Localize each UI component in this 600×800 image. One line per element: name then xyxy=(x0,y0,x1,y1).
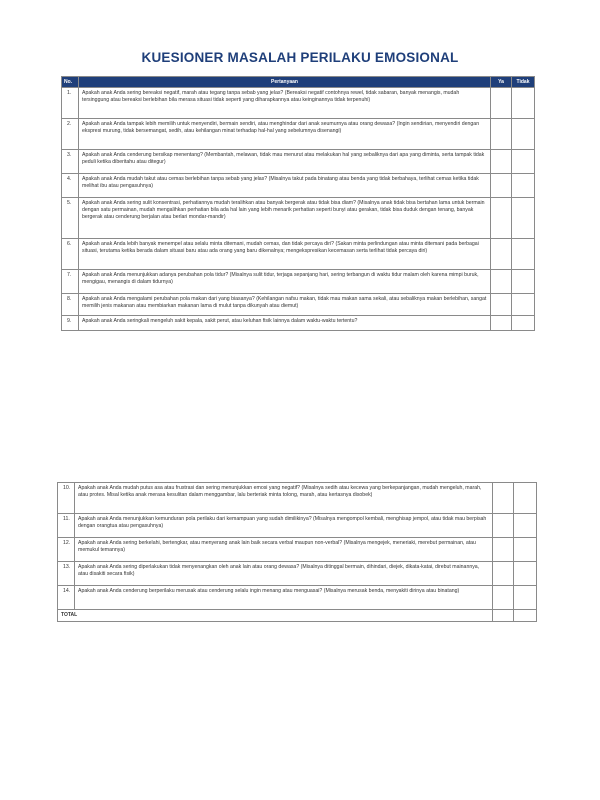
answer-tidak-cell[interactable] xyxy=(512,198,535,239)
answer-ya-cell[interactable] xyxy=(491,239,512,270)
question-number: 2. xyxy=(62,119,79,150)
document-title: KUESIONER MASALAH PERILAKU EMOSIONAL xyxy=(141,50,459,65)
questionnaire-table-2 xyxy=(57,482,537,622)
question-number: 10. xyxy=(58,483,75,514)
answer-ya-cell[interactable] xyxy=(493,483,514,514)
question-text: Apakah anak Anda mudah putus asa atau frustrasi dan sering menunjukkan emosi yang negatif? (Misalnya sedih atau kecewa yang berkepanjangan, mudah mengeluh, marah, atau protes. Misal ketika anak merasa kesulitan dalam menggambar, lalu berteriak minta tolong, marah, atau kertasnya disobek) xyxy=(75,483,493,514)
total-row xyxy=(58,610,537,622)
table-row xyxy=(58,586,537,610)
answer-tidak-cell[interactable] xyxy=(512,294,535,316)
table-row xyxy=(62,270,535,294)
question-number: 3. xyxy=(62,150,79,174)
answer-tidak-cell[interactable] xyxy=(514,538,537,562)
answer-tidak-cell[interactable] xyxy=(514,562,537,586)
question-number: 6. xyxy=(62,239,79,270)
total-label: TOTAL xyxy=(58,610,493,622)
table-row xyxy=(62,119,535,150)
question-text: Apakah anak Anda sering sulit konsentrasi, perhatiannya mudah teralihkan atau banyak bergerak atau tidak bisa diam? (Misalnya anak tidak bisa bertahan lama untuk bermain dengan satu permainan, mudah mengalihkan perhatian bila ada hal lain yang lebih menarik perhatian seperti bunyi atau gerakan, tidak bisa duduk dengan tenang, banyak bergerak atau cenderung berjalan atau berlari mondar-mandir) xyxy=(79,198,491,239)
question-number: 12. xyxy=(58,538,75,562)
table-row xyxy=(58,514,537,538)
answer-tidak-cell[interactable] xyxy=(512,316,535,331)
total-tidak-cell[interactable] xyxy=(514,610,537,622)
question-text: Apakah anak Anda mengalami perubahan pola makan dari yang biasanya? (Kehilangan nafsu makan, tidak mau makan sama sekali, atau sebaliknya makan berlebihan, sangat memilih jenis makanan atau membiarkan makanan lama di mulut tanpa dikunyah atau diemut) xyxy=(79,294,491,316)
question-text: Apakah anak Anda sering berkelahi, bertengkar, atau menyerang anak lain baik secara verbal maupun non-verbal? (Misalnya mengejek, meneriaki, merebut permainan, atau memukul temannya) xyxy=(75,538,493,562)
answer-tidak-cell[interactable] xyxy=(512,88,535,119)
table-row xyxy=(62,88,535,119)
question-number: 8. xyxy=(62,294,79,316)
question-text: Apakah anak Anda sering diperlakukan tidak menyenangkan oleh anak lain atau orang dewasa? (Misalnya ditinggal bermain, dihindari, diejek, dikata-katai, direbut mainannya, atau disakiti secara fisik) xyxy=(75,562,493,586)
question-number: 9. xyxy=(62,316,79,331)
question-text: Apakah anak Anda menunjukkan adanya perubahan pola tidur? (Misalnya sulit tidur, terjaga sepanjang hari, sering terbangun di waktu tidur malam oleh karena mimpi buruk, mengigau, menangis di dalam tidurnya) xyxy=(79,270,491,294)
question-number: 7. xyxy=(62,270,79,294)
total-ya-cell[interactable] xyxy=(493,610,514,622)
answer-ya-cell[interactable] xyxy=(491,119,512,150)
answer-tidak-cell[interactable] xyxy=(512,150,535,174)
table-row xyxy=(62,294,535,316)
answer-ya-cell[interactable] xyxy=(491,270,512,294)
answer-ya-cell[interactable] xyxy=(491,294,512,316)
answer-ya-cell[interactable] xyxy=(491,150,512,174)
question-number: 5. xyxy=(62,198,79,239)
question-text: Apakah anak Anda cenderung bersikap menentang? (Membantah, melawan, tidak mau menurut atau melakukan hal yang sebaliknya dari apa yang diminta, serta tampak tidak peduli ketika diberitahu atau ditegur) xyxy=(79,150,491,174)
answer-ya-cell[interactable] xyxy=(491,198,512,239)
answer-tidak-cell[interactable] xyxy=(514,483,537,514)
table-row xyxy=(62,239,535,270)
header-question: Pertanyaan xyxy=(79,77,491,88)
table-row xyxy=(62,174,535,198)
answer-ya-cell[interactable] xyxy=(491,174,512,198)
table-row xyxy=(62,198,535,239)
table-row xyxy=(58,538,537,562)
answer-ya-cell[interactable] xyxy=(493,538,514,562)
header-tidak: Tidak xyxy=(512,77,535,88)
answer-ya-cell[interactable] xyxy=(493,562,514,586)
question-text: Apakah anak Anda lebih banyak menempel atau selalu minta ditemani, mudah cemas, dan tidak percaya diri? (Sakan minta perlindungan atau minta ditemani pada berbagai situasi, terutama ketika berada dalam situasi baru atau ada orang yang baru dikenalnya; mengekspresikan kecemasan serta terlihat tidak percaya diri) xyxy=(79,239,491,270)
answer-ya-cell[interactable] xyxy=(491,88,512,119)
header-no: No. xyxy=(62,77,79,88)
question-text: Apakah anak Anda cenderung berperilaku merusak atau cenderung selalu ingin menang atau menguasai? (Misalnya merusak benda, menyakiti dirinya atau binatang) xyxy=(75,586,493,610)
question-number: 13. xyxy=(58,562,75,586)
table-header-row xyxy=(62,77,535,88)
answer-tidak-cell[interactable] xyxy=(512,239,535,270)
question-number: 14. xyxy=(58,586,75,610)
answer-ya-cell[interactable] xyxy=(491,316,512,331)
answer-tidak-cell[interactable] xyxy=(514,586,537,610)
answer-ya-cell[interactable] xyxy=(493,586,514,610)
question-number: 4. xyxy=(62,174,79,198)
answer-tidak-cell[interactable] xyxy=(512,119,535,150)
table-row xyxy=(62,316,535,331)
answer-tidak-cell[interactable] xyxy=(512,174,535,198)
table-row xyxy=(62,150,535,174)
question-text: Apakah anak Anda sering bereaksi negatif, marah atau tegang tanpa sebab yang jelas? (Bereaksi negatif contohnya rewel, tidak sabaran, banyak menangis, mudah tersinggung atau bereaksi berlebihan bila merasa situasi tidak seperti yang diharapkannya atau keinginannya tidak terpenuhi) xyxy=(79,88,491,119)
question-number: 11. xyxy=(58,514,75,538)
header-ya: Ya xyxy=(491,77,512,88)
question-text: Apakah anak Anda mudah takut atau cemas berlebihan tanpa sebab yang jelas? (Misalnya takut pada binatang atau benda yang tidak berbahaya, terlihat cemas ketika tidak melihat ibu atau pengasuhnya) xyxy=(79,174,491,198)
answer-ya-cell[interactable] xyxy=(493,514,514,538)
answer-tidak-cell[interactable] xyxy=(512,270,535,294)
question-text: Apakah anak Anda menunjukkan kemunduran pola perilaku dari kemampuan yang sudah dimilikinya? (Misalnya mengompol kembali, menghisap jempol, atau tidak mau berpisah dengan orangtua atau pengasuhnya) xyxy=(75,514,493,538)
table-row xyxy=(58,562,537,586)
answer-tidak-cell[interactable] xyxy=(514,514,537,538)
table-row xyxy=(58,483,537,514)
question-number: 1. xyxy=(62,88,79,119)
questionnaire-table-1 xyxy=(61,76,535,331)
question-text: Apakah anak Anda seringkali mengeluh sakit kepala, sakit perut, atau keluhan fisik lainnya dalam waktu-waktu tertentu? xyxy=(79,316,491,331)
question-text: Apakah anak Anda tampak lebih memilih untuk menyendiri, bermain sendiri, atau menghindar dari anak seumurnya atau orang dewasa? (Ingin sendirian, menyendiri dengan ekspresi murung, tidak bersemangat, sedih, atau kehilangan minat terhadap hal-hal yang sebelumnya disenangi) xyxy=(79,119,491,150)
